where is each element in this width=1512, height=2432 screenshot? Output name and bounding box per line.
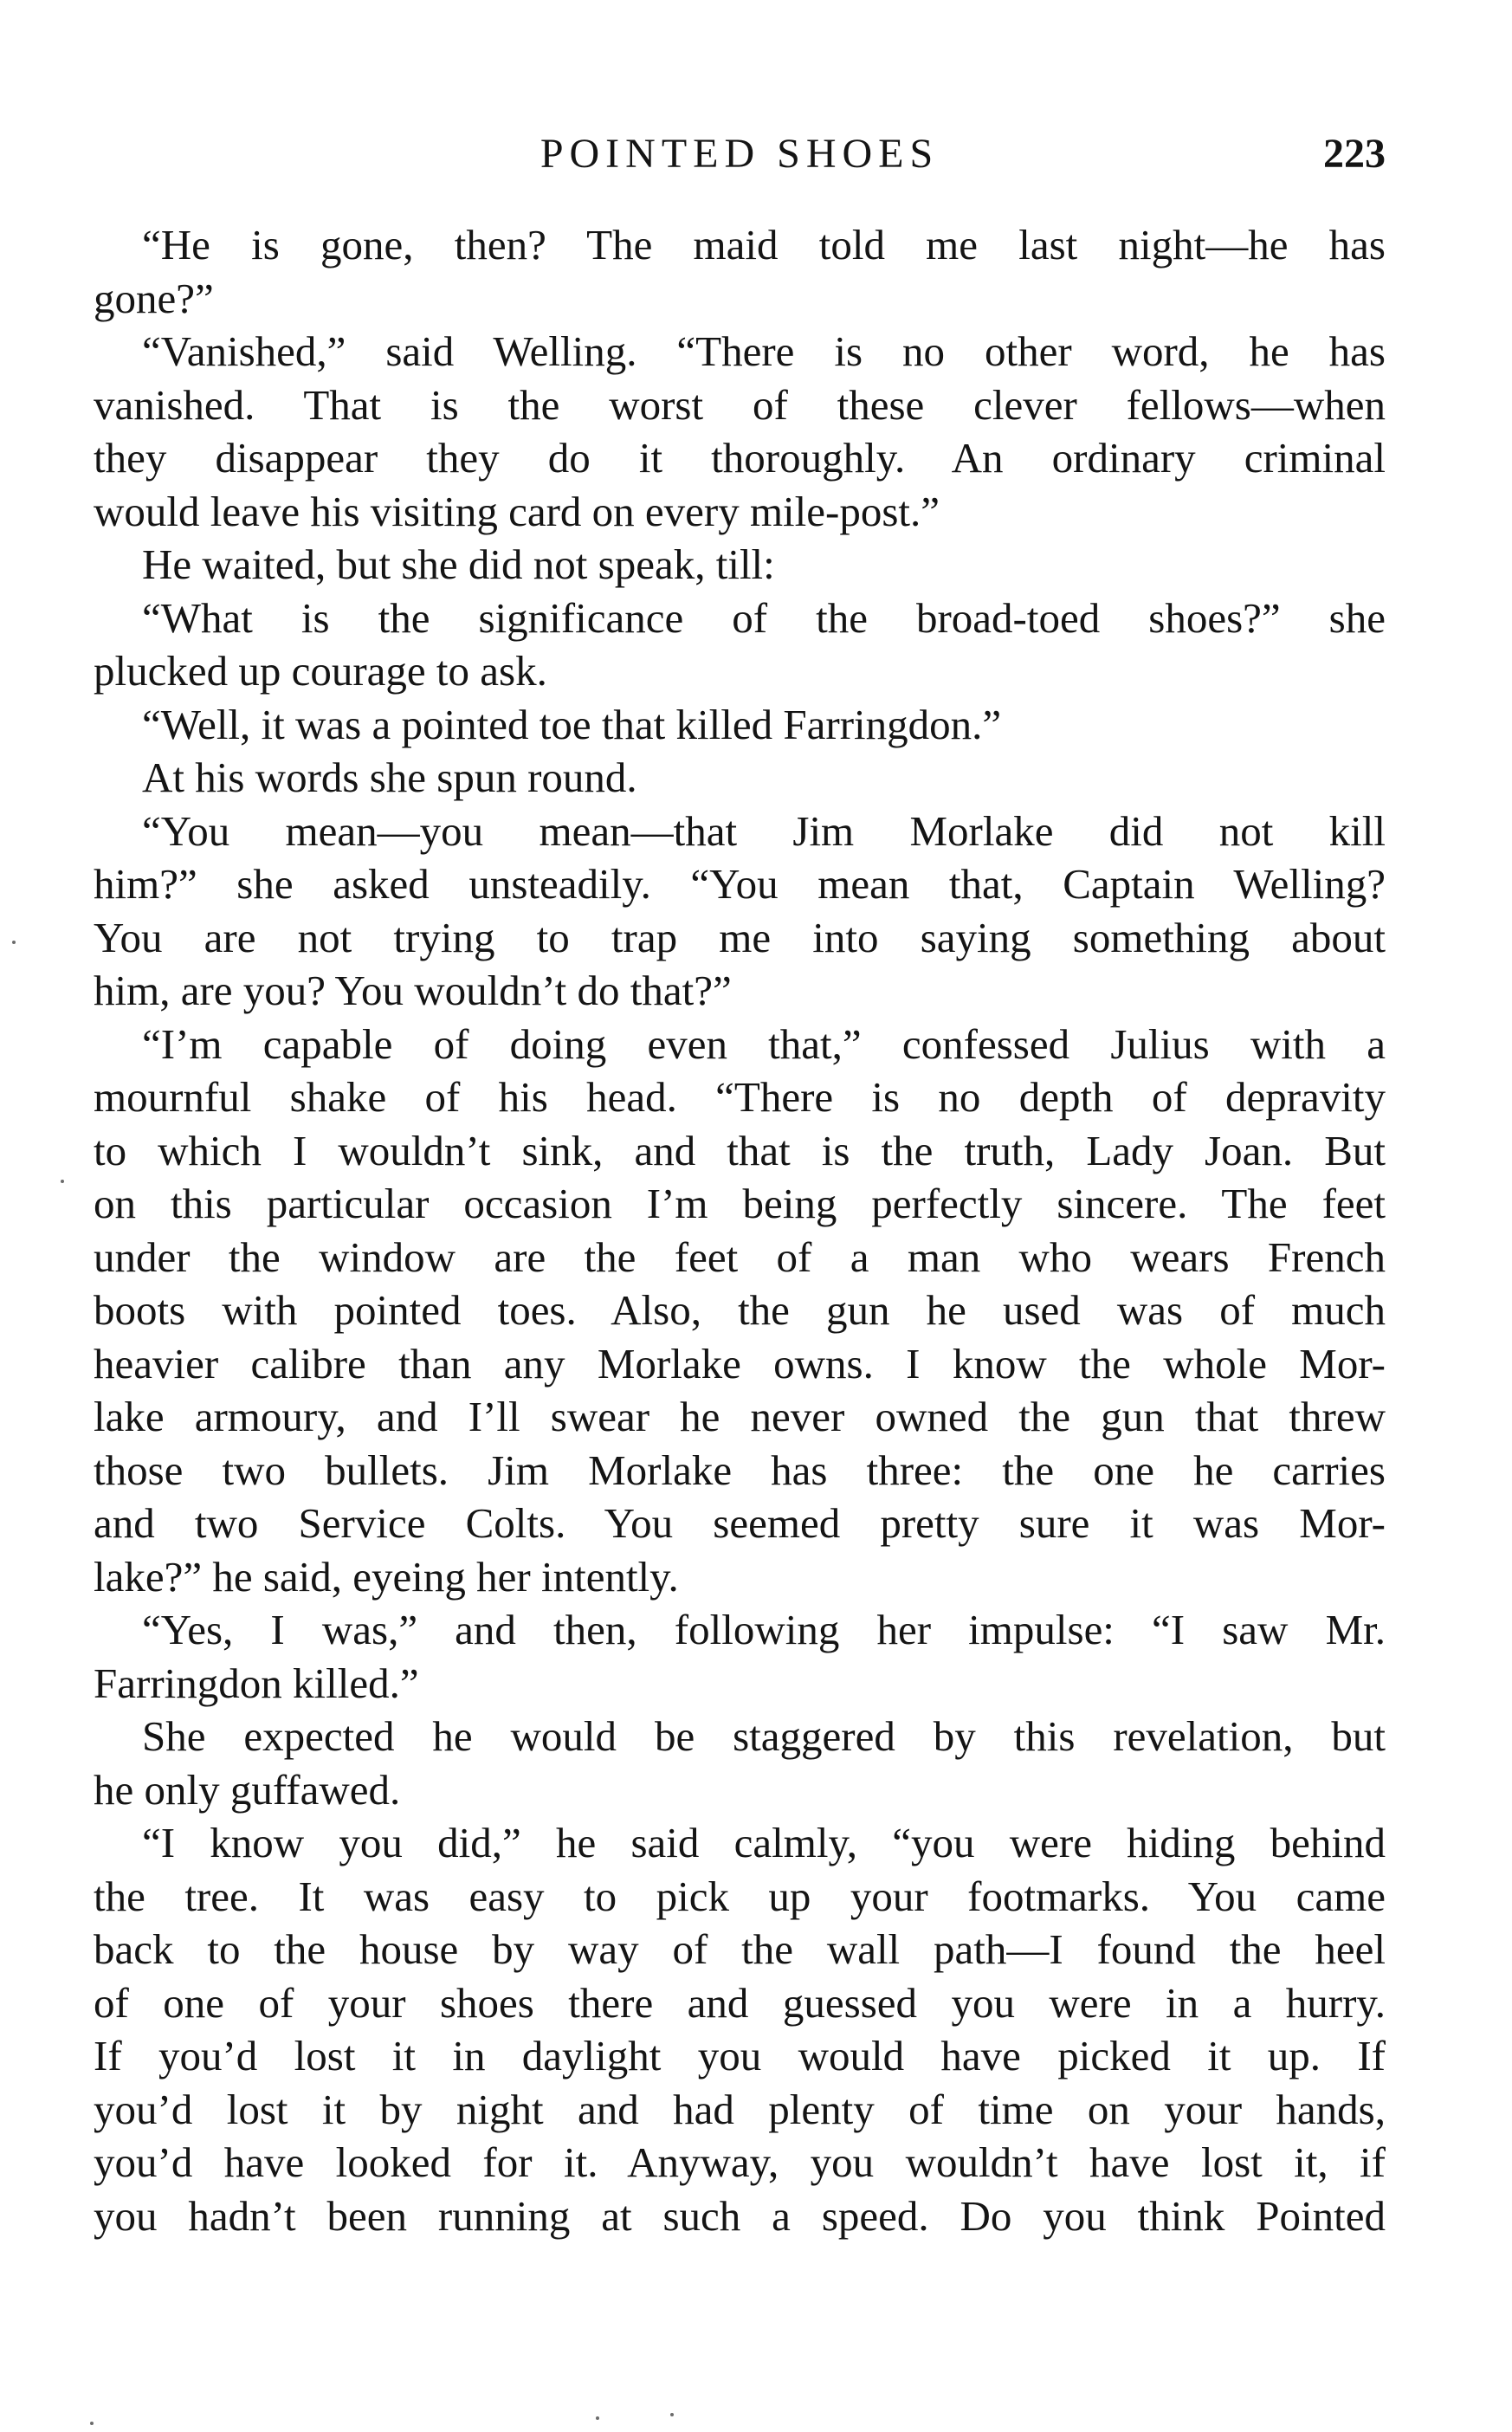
text-line: they disappear they do it thoroughly. An ordinary criminal [94,434,1386,482]
text-line: on this particular occasion I’m being perfectly sincere. The feet [94,1180,1386,1227]
text-line: you’d lost it by night and had plenty of time on your hands, [94,2085,1386,2133]
paper-speck [12,941,16,944]
text-line: boots with pointed toes. Also, the gun he used was of much [94,1286,1386,1334]
text-line: If you’d lost it in daylight you would have picked it up. If [94,2032,1386,2079]
text-line: You are not trying to trap me into saying something about [94,913,1386,961]
text-line: At his words she spun round. [142,754,637,801]
text-line: “I know you did,” he said calmly, “you were hiding behind [142,1819,1386,1866]
text-line: “Vanished,” said Welling. “There is no other word, he has [142,327,1386,375]
text-line: would leave his visiting card on every mile-post.” [94,487,940,535]
text-line: “Well, it was a pointed toe that killed Farringdon.” [142,700,1002,748]
text-line: lake?” he said, eyeing her intently. [94,1552,679,1601]
text-line: and two Service Colts. You seemed pretty sure it was Mor- [94,1499,1386,1547]
text-line: he only guffawed. [94,1765,401,1814]
text-line: “You mean—you mean—that Jim Morlake did not kill [142,806,1386,855]
text-line: “Yes, I was,” and then, following her impulse: “I saw Mr. [142,1606,1386,1653]
paper-speck [61,1180,64,1183]
text-line: mournful shake of his head. “There is no depth of depravity [94,1073,1386,1121]
text-line: He waited, but she did not speak, till: [142,540,775,588]
page-number: 223 [1323,131,1386,177]
text-line: “I’m capable of doing even that,” confessed Julius with a [142,1019,1386,1068]
paper-speck [670,2413,674,2416]
text-line: you’d have looked for it. Anyway, you wouldn’t have lost it, if [94,2138,1386,2186]
paper-speck [90,2422,94,2425]
text-line: those two bullets. Jim Morlake has three: the one he carries [94,1446,1386,1494]
text-line: him, are you? You wouldn’t do that?” [94,967,732,1014]
text-line: the tree. It was easy to pick up your footmarks. You came [94,1872,1386,1920]
text-line: “What is the significance of the broad-toed shoes?” she [142,593,1386,642]
text-line: “He is gone, then? The maid told me last night—he has [142,221,1386,268]
text-line: vanished. That is the worst of these clever fellows—when [94,380,1386,429]
text-line: lake armoury, and I’ll swear he never owned the gun that threw [94,1393,1386,1440]
paper-speck [596,2416,599,2420]
text-line: gone?” [94,274,214,322]
running-header [94,130,1386,182]
text-line: to which I wouldn’t sink, and that is the truth, Lady Joan. But [94,1126,1386,1174]
text-line: under the window are the feet of a man who wears French [94,1232,1386,1281]
running-title: POINTED SHOES [540,131,940,177]
text-line: Farringdon killed.” [94,1659,419,1707]
text-line: back to the house by way of the wall path—I found the heel [94,1925,1386,1973]
body-text [94,218,1386,2242]
text-line: She expected he would be staggered by this revelation, but [142,1712,1386,1760]
text-line: plucked up courage to ask. [94,647,547,695]
text-line: you hadn’t been running at such a speed. Do you think Pointed [94,2191,1386,2240]
text-line: him?” she asked unsteadily. “You mean that, Captain Welling? [94,860,1386,908]
text-line: heavier calibre than any Morlake owns. I know the whole Mor- [94,1339,1386,1387]
text-line: of one of your shoes there and guessed you were in a hurry. [94,1978,1386,2027]
